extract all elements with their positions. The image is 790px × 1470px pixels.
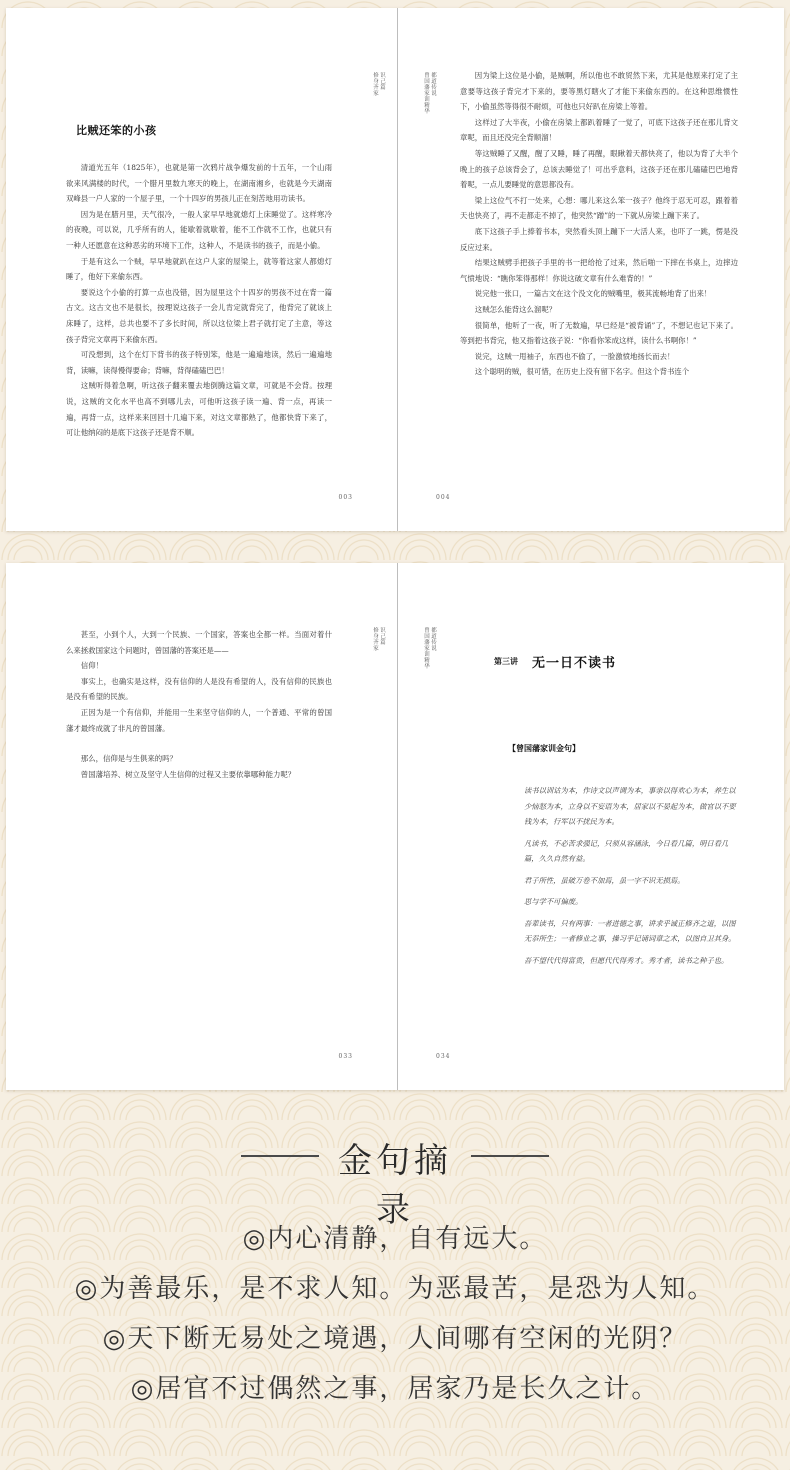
- quote-list: [524, 783, 742, 974]
- paragraph: 信仰！: [80, 661, 103, 671]
- paragraph: 正因为是一个有信仰，并能用一生来坚守信仰的人，一个普通、平常的曾国藩才最终成就了非凡的曾国藩。: [66, 707, 332, 733]
- quote-paragraph: 读书以训诂为本，作诗文以声调为本，事亲以得欢心为本，养生以少恼怒为本，立身以不妄语为本，居家以不晏起为本，做官以不要钱为本，行军以不扰民为本。: [524, 786, 736, 826]
- paragraph: 事实上，也确实是这样，没有信仰的人是没有希望的人，没有信仰的民族也是没有希望的民族。: [66, 676, 332, 702]
- paragraph: 结果这贼劈手把孩子手里的书一把给抢了过来，然后啪一下摔在书桌上，边摔边气愤地说：“瞧你笨得那样！你说这破文章有什么难背的！”: [460, 258, 738, 283]
- paragraph: 梁上这位气不打一处来，心想：哪儿来这么笨一孩子？他终于忍无可忍，跟着着天也快亮了，再不走都走不掉了，他突然“蹭”的一下就从房梁上蹦下来了。: [460, 195, 738, 221]
- page-034: [398, 563, 784, 1090]
- paragraph: 这个聪明的贼，很可惜，在历史上没有留下名字。但这个背书连个: [474, 367, 690, 377]
- running-head: [422, 72, 436, 114]
- running-head-line: 修身齐家: [372, 72, 378, 96]
- paragraph: 这贼听得着急啊，听这孩子翻来覆去地倒腾这篇文章，可就是不会背。按理说，这贼的文化水平也高不到哪儿去，可他听这孩子读一遍、背一点，再读一遍，再背一点，这样来来回回十几遍下来，对这文章都熟了，他都快背下来了，可让他纳闷的是底下这孩子还是背不顺。: [66, 381, 332, 438]
- running-head-line: 识己篇: [379, 72, 385, 90]
- running-head-line: 都道传说: [430, 627, 436, 651]
- body-text: [66, 627, 332, 782]
- lecture-label: 第三讲: [494, 656, 518, 666]
- running-head: [371, 72, 385, 96]
- golden-quote: ◎天下断无易处之境遇，人间哪有空闲的光阴？: [102, 1324, 688, 1354]
- paragraph: 于是有这么一个贼，早早地就趴在这户人家的屋梁上，就等着这家人都熄灯睡了，他好下来偷东西。: [66, 256, 332, 282]
- paragraph: 这贼怎么能背这么溜呢？: [474, 304, 557, 314]
- page-003: [6, 8, 397, 531]
- golden-quote: ◎为善最乐，是不求人知。为恶最苦，是恐为人知。: [74, 1274, 716, 1304]
- running-head-line: 曾国藩家训精华: [423, 72, 429, 114]
- quote-heading: 【曾国藩家训金句】: [508, 743, 580, 753]
- golden-quote: ◎居官不过偶然之事，居家乃是长久之计。: [130, 1374, 660, 1404]
- page-number: 004: [436, 494, 451, 501]
- paragraph: 要说这个小偷的打算一点也没错，因为屋里这个十四岁的男孩不过在背一篇古文。这古文也不是很长，按理说这孩子一会儿肯定就背完了，他背完了就该上床睡了，这样，总共也要不了多长时间，所以这位梁上君子就打定了主意，等这孩子背完文章再下来偷东西。: [66, 287, 332, 344]
- paragraph: 曾国藩培养、树立及坚守人生信仰的过程又主要依靠哪种能力呢？: [80, 769, 296, 779]
- running-head-line: 修身齐家: [372, 627, 378, 651]
- golden-quotes-header: [0, 1133, 790, 1230]
- quote-paragraph: 吾辈读书，只有两事：一者进德之事，讲求乎诚正修齐之道，以图无忝所生；一者修业之事，操习乎记诵词章之术，以图自卫其身。: [524, 918, 736, 943]
- page-033: [6, 563, 397, 1090]
- book-spread-1: [6, 8, 784, 531]
- quote-paragraph: 凡读书，不必苦求强记，只须从容涵泳，今日看几篇，明日看几篇，久久自然有益。: [524, 838, 729, 863]
- lecture-title: 无一日不读书: [532, 656, 617, 671]
- paragraph: 那么，信仰是与生俱来的吗？: [80, 754, 177, 764]
- body-text: [460, 68, 738, 380]
- running-head-line: 曾国藩家训精华: [423, 627, 429, 669]
- paragraph: 很简单，他听了一夜，听了无数遍，早已经是“被背诵”了，不想记也记下来了。等到把书背完，他又指着这孩子说：“你看你笨成这样，读什么书啊你！”: [460, 320, 738, 346]
- running-head: [422, 627, 436, 669]
- paragraph: [66, 736, 332, 751]
- page-number: 003: [338, 494, 353, 501]
- paragraph: 清道光五年（1825年），也就是第一次鸦片战争爆发前的十五年，一个山雨欲来风满楼的时代，一个腊月里数九寒天的晚上，在湖南湘乡，也就是今天湖南双峰县一户人家的一个屋子里，一个十四岁的男孩儿正在刻苦地用功读书。: [66, 163, 332, 204]
- paragraph: 说完，这贼一甩袖子，东西也不偷了，一脸激愤地扬长而去！: [474, 351, 675, 361]
- quote-paragraph: 君子所性，虽破万卷不加焉，虽一字不识无损焉。: [524, 875, 685, 885]
- paragraph: 因为是在腊月里，天气很冷，一般人家早早地就熄灯上床睡觉了。这样寒冷的夜晚，可以说，几乎所有的人，能歇着就歇着，能不工作就不工作，也就只有一种人还愿意在这种恶劣的环境下工作，这种人，不是读书的孩子，而是小偷。: [66, 209, 332, 250]
- quote-paragraph: 吾不望代代得富贵，但愿代代得秀才。秀才者，读书之种子也。: [524, 955, 729, 965]
- page-004: [398, 8, 784, 531]
- running-head-line: 识己篇: [379, 627, 385, 645]
- book-spread-2: [6, 563, 784, 1090]
- running-head: [371, 627, 385, 651]
- body-text: [66, 160, 332, 441]
- page-number: 034: [436, 1053, 451, 1060]
- paragraph: 因为梁上这位是小偷，是贼啊，所以他也不敢贸然下来，尤其是他原来打定了主意要等这孩子背完才下来的，要等黑灯瞎火了才能下来偷东西的。在这种思维惯性下，小偷虽然等得很不耐烦，可他也只好趴在房梁上等着。: [460, 71, 738, 112]
- quote-paragraph: 思与学不可偏废。: [524, 897, 583, 906]
- paragraph: 甚至，小到个人，大到一个民族、一个国家，答案也全都一样。当面对着什么来拯救国家这个问题时，曾国藩的答案还是——: [66, 630, 332, 655]
- paragraph: 底下这孩子手上捧着书本，突然看头顶上蹦下一大活人来，也吓了一跳，愣是没反应过来。: [460, 226, 738, 252]
- page-number: 033: [338, 1053, 353, 1060]
- golden-quote: ◎内心清静，自有远大。: [242, 1224, 548, 1254]
- paragraph: 这样过了大半夜，小偷在房梁上都趴着睡了一觉了，可底下这孩子还在那儿背文章呢，而且还没完全背顺溜！: [460, 117, 738, 143]
- title-rule-left: [241, 1155, 319, 1157]
- golden-quotes-title: 金句摘录: [338, 1141, 452, 1230]
- paragraph: 等这贼睡了又醒，醒了又睡，睡了再醒，眼瞅着天都快亮了，他以为背了大半个晚上的孩子总该背会了，总该去睡觉了！可出乎意料，这孩子还在那儿磕磕巴巴地背着呢，一点儿要睡觉的意思都没有。: [460, 148, 738, 190]
- paragraph: 可没想到，这个在灯下背书的孩子特别笨，他是一遍遍地读，然后一遍遍地背，读嘛，读得慢得要命；背嘛，背得磕磕巴巴！: [66, 350, 332, 375]
- paragraph: 说完他一张口，一篇古文在这个没文化的贼嘴里，极其流畅地背了出来！: [474, 289, 712, 299]
- running-head-line: 都道传说: [430, 72, 436, 96]
- title-rule-right: [471, 1155, 549, 1157]
- chapter-title: 比贼还笨的小孩: [76, 124, 157, 137]
